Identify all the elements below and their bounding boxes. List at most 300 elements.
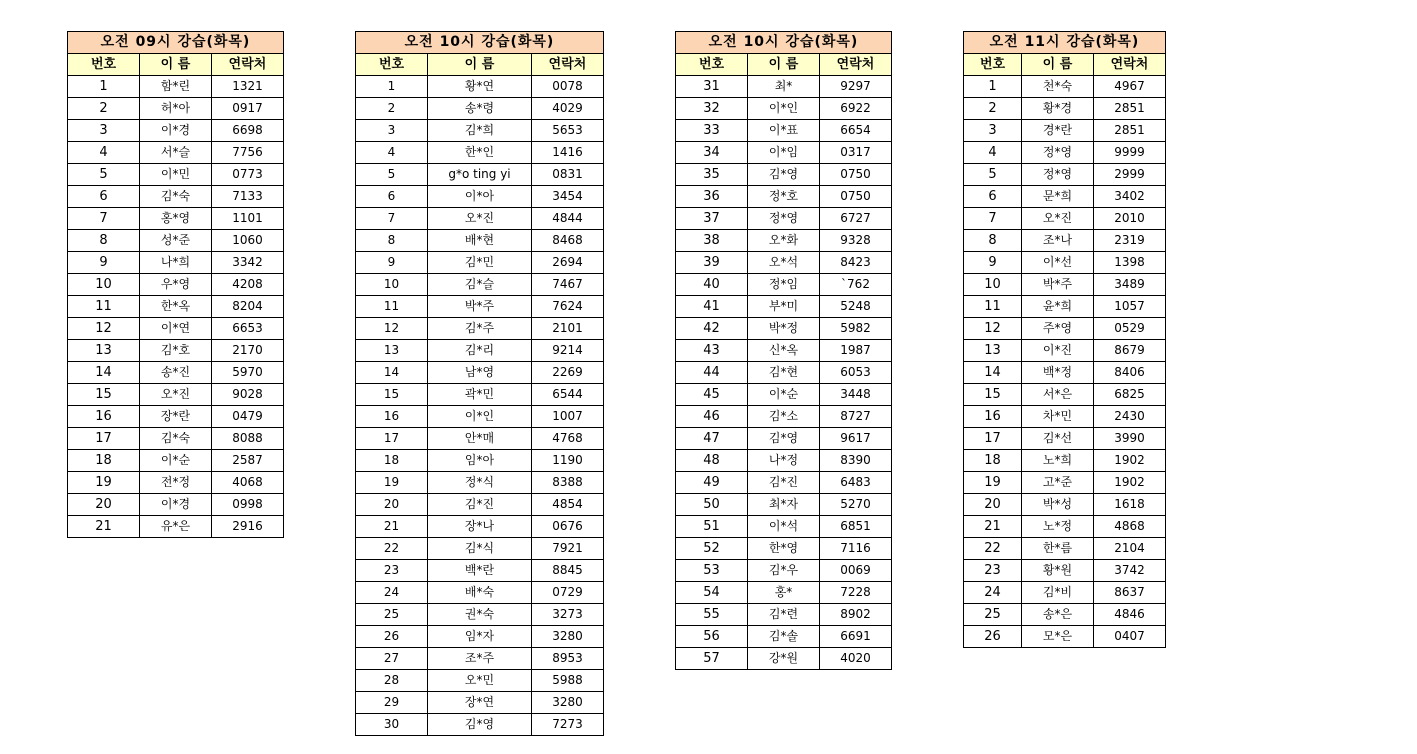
cell-number: 21 <box>356 516 428 538</box>
cell-number: 13 <box>964 340 1022 362</box>
cell-name: 백*란 <box>428 560 532 582</box>
cell-contact: 4868 <box>1094 516 1166 538</box>
table-row <box>356 538 604 560</box>
cell-number: 1 <box>68 76 140 98</box>
cell-number: 14 <box>68 362 140 384</box>
cell-name: 김*슬 <box>428 274 532 296</box>
cell-number: 37 <box>676 208 748 230</box>
table-row <box>964 604 1166 626</box>
cell-name: 박*주 <box>428 296 532 318</box>
cell-name: 이*인 <box>428 406 532 428</box>
cell-number: 31 <box>676 76 748 98</box>
cell-name: 우*영 <box>140 274 212 296</box>
cell-contact: 8204 <box>212 296 284 318</box>
cell-contact: 1902 <box>1094 450 1166 472</box>
schedule-table-1000-a <box>355 31 604 736</box>
cell-name: 차*민 <box>1022 406 1094 428</box>
header-name: 이 름 <box>748 54 820 76</box>
table-row <box>676 604 892 626</box>
table-row <box>676 230 892 252</box>
cell-number: 11 <box>68 296 140 318</box>
table-row <box>356 604 604 626</box>
cell-number: 42 <box>676 318 748 340</box>
table-row <box>68 340 284 362</box>
cell-name: 이*표 <box>748 120 820 142</box>
table-row <box>356 450 604 472</box>
table-row <box>676 142 892 164</box>
cell-contact: 6691 <box>820 626 892 648</box>
cell-contact: 6698 <box>212 120 284 142</box>
cell-name: 윤*희 <box>1022 296 1094 318</box>
table-row <box>676 208 892 230</box>
cell-number: 8 <box>68 230 140 252</box>
cell-number: 35 <box>676 164 748 186</box>
cell-contact: 8406 <box>1094 362 1166 384</box>
cell-number: 6 <box>68 186 140 208</box>
cell-contact: 1321 <box>212 76 284 98</box>
cell-contact: 0729 <box>532 582 604 604</box>
header-number: 번호 <box>68 54 140 76</box>
cell-contact: 8845 <box>532 560 604 582</box>
table-title-row <box>964 32 1166 54</box>
table-row <box>964 164 1166 186</box>
table-row <box>68 164 284 186</box>
table-row <box>68 406 284 428</box>
cell-name: 박*주 <box>1022 274 1094 296</box>
cell-contact: 8637 <box>1094 582 1166 604</box>
header-contact: 연락처 <box>1094 54 1166 76</box>
cell-name: 함*린 <box>140 76 212 98</box>
table-row <box>676 648 892 670</box>
cell-name: 오*진 <box>1022 208 1094 230</box>
cell-name: 전*정 <box>140 472 212 494</box>
cell-name: 배*현 <box>428 230 532 252</box>
table-row <box>356 560 604 582</box>
cell-number: 28 <box>356 670 428 692</box>
cell-number: 23 <box>356 560 428 582</box>
table-row <box>964 626 1166 648</box>
cell-contact: 2104 <box>1094 538 1166 560</box>
table-row <box>964 120 1166 142</box>
table-row <box>964 318 1166 340</box>
cell-contact: 0773 <box>212 164 284 186</box>
cell-number: 47 <box>676 428 748 450</box>
cell-contact: 3742 <box>1094 560 1166 582</box>
cell-number: 15 <box>356 384 428 406</box>
cell-name: 오*진 <box>428 208 532 230</box>
table-row <box>356 230 604 252</box>
cell-number: 21 <box>68 516 140 538</box>
cell-number: 13 <box>68 340 140 362</box>
cell-contact: 4020 <box>820 648 892 670</box>
cell-contact: 9028 <box>212 384 284 406</box>
cell-name: 송*은 <box>1022 604 1094 626</box>
cell-number: 10 <box>356 274 428 296</box>
cell-number: 1 <box>356 76 428 98</box>
cell-name: 조*주 <box>428 648 532 670</box>
cell-number: 14 <box>964 362 1022 384</box>
cell-contact: 6544 <box>532 384 604 406</box>
cell-contact: 7467 <box>532 274 604 296</box>
cell-name: 김*영 <box>748 428 820 450</box>
cell-number: 36 <box>676 186 748 208</box>
cell-name: 경*란 <box>1022 120 1094 142</box>
cell-number: 8 <box>356 230 428 252</box>
cell-number: 2 <box>356 98 428 120</box>
cell-contact: 8388 <box>532 472 604 494</box>
table-title: 오전 11시 강습(화목) <box>964 32 1166 54</box>
cell-contact: 7116 <box>820 538 892 560</box>
cell-name: 이*아 <box>428 186 532 208</box>
table-row <box>676 560 892 582</box>
table-row <box>356 340 604 362</box>
cell-name: 한*름 <box>1022 538 1094 560</box>
cell-contact: 8953 <box>532 648 604 670</box>
cell-contact: 4768 <box>532 428 604 450</box>
header-number: 번호 <box>676 54 748 76</box>
cell-name: 모*은 <box>1022 626 1094 648</box>
cell-name: 김*우 <box>748 560 820 582</box>
cell-contact: 7921 <box>532 538 604 560</box>
cell-name: 백*정 <box>1022 362 1094 384</box>
cell-name: 안*매 <box>428 428 532 450</box>
table-row <box>676 340 892 362</box>
cell-name: 이*임 <box>748 142 820 164</box>
cell-number: 30 <box>356 714 428 736</box>
table-row <box>356 648 604 670</box>
table-title: 오전 10시 강습(화목) <box>356 32 604 54</box>
cell-number: 12 <box>356 318 428 340</box>
cell-number: 9 <box>356 252 428 274</box>
cell-number: 20 <box>964 494 1022 516</box>
table-row <box>356 714 604 736</box>
cell-number: 2 <box>68 98 140 120</box>
table-row <box>68 98 284 120</box>
schedule-table-1100 <box>963 31 1166 648</box>
cell-contact: 7133 <box>212 186 284 208</box>
cell-contact: 1101 <box>212 208 284 230</box>
table-row <box>68 384 284 406</box>
cell-name: 이*석 <box>748 516 820 538</box>
cell-number: 17 <box>356 428 428 450</box>
table-row <box>964 186 1166 208</box>
cell-contact: 2170 <box>212 340 284 362</box>
table-row <box>68 494 284 516</box>
table-row <box>676 120 892 142</box>
table-row <box>676 362 892 384</box>
cell-name: 김*선 <box>1022 428 1094 450</box>
cell-contact: 0529 <box>1094 318 1166 340</box>
table-row <box>964 98 1166 120</box>
cell-number: 53 <box>676 560 748 582</box>
table-row <box>356 252 604 274</box>
table-row <box>356 428 604 450</box>
cell-name: 김*주 <box>428 318 532 340</box>
table-row <box>676 296 892 318</box>
cell-name: 정*영 <box>748 208 820 230</box>
table-row <box>964 384 1166 406</box>
table-row <box>676 406 892 428</box>
cell-contact: 2101 <box>532 318 604 340</box>
cell-name: 유*은 <box>140 516 212 538</box>
cell-contact: 8423 <box>820 252 892 274</box>
table-row <box>68 230 284 252</box>
cell-number: 38 <box>676 230 748 252</box>
cell-number: 16 <box>356 406 428 428</box>
cell-contact: 2999 <box>1094 164 1166 186</box>
table-row <box>676 582 892 604</box>
table-row <box>356 472 604 494</box>
table-row <box>356 406 604 428</box>
cell-number: 19 <box>68 472 140 494</box>
cell-contact: 0750 <box>820 186 892 208</box>
table-row <box>68 472 284 494</box>
header-name: 이 름 <box>428 54 532 76</box>
table-row <box>676 318 892 340</box>
cell-number: 21 <box>964 516 1022 538</box>
table-header-row <box>964 54 1166 76</box>
cell-contact: 5653 <box>532 120 604 142</box>
table-row <box>356 208 604 230</box>
table-row <box>356 296 604 318</box>
cell-contact: 6653 <box>212 318 284 340</box>
cell-name: 장*란 <box>140 406 212 428</box>
cell-number: 20 <box>356 494 428 516</box>
cell-name: 김*희 <box>428 120 532 142</box>
cell-name: 김*민 <box>428 252 532 274</box>
table-row <box>356 142 604 164</box>
table-row <box>964 296 1166 318</box>
cell-number: 14 <box>356 362 428 384</box>
cell-name: 최* <box>748 76 820 98</box>
cell-contact: 0317 <box>820 142 892 164</box>
table-row <box>356 76 604 98</box>
cell-contact: 2319 <box>1094 230 1166 252</box>
cell-contact: 0069 <box>820 560 892 582</box>
cell-number: 16 <box>68 406 140 428</box>
cell-name: 이*경 <box>140 120 212 142</box>
cell-contact: 3990 <box>1094 428 1166 450</box>
cell-number: 18 <box>964 450 1022 472</box>
table-row <box>68 450 284 472</box>
cell-name: 서*슬 <box>140 142 212 164</box>
table-row <box>356 626 604 648</box>
table-header-row <box>676 54 892 76</box>
cell-contact: 2851 <box>1094 98 1166 120</box>
table-row <box>676 274 892 296</box>
table-row <box>356 494 604 516</box>
table-row <box>676 76 892 98</box>
table-title: 오전 09시 강습(화목) <box>68 32 284 54</box>
cell-name: 이*경 <box>140 494 212 516</box>
table-row <box>964 494 1166 516</box>
cell-number: 9 <box>964 252 1022 274</box>
cell-number: 6 <box>964 186 1022 208</box>
table-row <box>356 164 604 186</box>
cell-name: 김*리 <box>428 340 532 362</box>
cell-number: 27 <box>356 648 428 670</box>
cell-name: 박*정 <box>748 318 820 340</box>
cell-contact: 3273 <box>532 604 604 626</box>
cell-name: 이*선 <box>1022 252 1094 274</box>
cell-name: 곽*민 <box>428 384 532 406</box>
cell-name: 한*옥 <box>140 296 212 318</box>
cell-name: 황*원 <box>1022 560 1094 582</box>
table-row <box>676 516 892 538</box>
table-row <box>676 626 892 648</box>
cell-name: 고*준 <box>1022 472 1094 494</box>
cell-number: 17 <box>964 428 1022 450</box>
cell-contact: 4967 <box>1094 76 1166 98</box>
cell-number: 5 <box>964 164 1022 186</box>
cell-name: 배*숙 <box>428 582 532 604</box>
cell-name: 이*진 <box>1022 340 1094 362</box>
cell-number: 24 <box>356 582 428 604</box>
cell-contact: 9214 <box>532 340 604 362</box>
table-title: 오전 10시 강습(화목) <box>676 32 892 54</box>
table-row <box>964 230 1166 252</box>
cell-name: 성*준 <box>140 230 212 252</box>
cell-contact: 3448 <box>820 384 892 406</box>
table-row <box>68 252 284 274</box>
cell-number: 1 <box>964 76 1022 98</box>
cell-number: 41 <box>676 296 748 318</box>
cell-number: 7 <box>68 208 140 230</box>
cell-name: 김*숙 <box>140 186 212 208</box>
table-title-row <box>356 32 604 54</box>
cell-contact: 6825 <box>1094 384 1166 406</box>
schedule-table-0900 <box>67 31 284 538</box>
cell-contact: 3280 <box>532 626 604 648</box>
table-row <box>356 274 604 296</box>
cell-name: 김*진 <box>748 472 820 494</box>
table-row <box>68 296 284 318</box>
cell-contact: 3454 <box>532 186 604 208</box>
cell-name: 강*원 <box>748 648 820 670</box>
table-row <box>964 582 1166 604</box>
cell-name: 임*아 <box>428 450 532 472</box>
cell-number: 29 <box>356 692 428 714</box>
table-row <box>356 362 604 384</box>
cell-contact: 0479 <box>212 406 284 428</box>
table-row <box>964 560 1166 582</box>
cell-number: 3 <box>356 120 428 142</box>
cell-contact: 1618 <box>1094 494 1166 516</box>
table-row <box>964 76 1166 98</box>
cell-name: 홍*영 <box>140 208 212 230</box>
header-contact: 연락처 <box>532 54 604 76</box>
cell-contact: 8088 <box>212 428 284 450</box>
cell-name: 장*나 <box>428 516 532 538</box>
cell-contact: 1007 <box>532 406 604 428</box>
header-contact: 연락처 <box>212 54 284 76</box>
table-row <box>964 252 1166 274</box>
cell-contact: 4854 <box>532 494 604 516</box>
cell-contact: 8390 <box>820 450 892 472</box>
cell-number: 13 <box>356 340 428 362</box>
table-row <box>964 208 1166 230</box>
cell-contact: 7624 <box>532 296 604 318</box>
cell-name: 신*옥 <box>748 340 820 362</box>
cell-name: 김*소 <box>748 406 820 428</box>
table-row <box>964 516 1166 538</box>
cell-contact: 4844 <box>532 208 604 230</box>
cell-contact: 9297 <box>820 76 892 98</box>
table-title-row <box>68 32 284 54</box>
cell-name: 황*경 <box>1022 98 1094 120</box>
table-row <box>964 450 1166 472</box>
cell-number: 39 <box>676 252 748 274</box>
table-title-row <box>676 32 892 54</box>
cell-name: 김*비 <box>1022 582 1094 604</box>
cell-name: 김*영 <box>748 164 820 186</box>
cell-number: 4 <box>68 142 140 164</box>
cell-number: 49 <box>676 472 748 494</box>
header-contact: 연락처 <box>820 54 892 76</box>
cell-number: 8 <box>964 230 1022 252</box>
cell-number: 46 <box>676 406 748 428</box>
cell-name: 서*은 <box>1022 384 1094 406</box>
cell-name: 김*련 <box>748 604 820 626</box>
cell-contact: 2916 <box>212 516 284 538</box>
cell-number: 5 <box>68 164 140 186</box>
cell-contact: 6922 <box>820 98 892 120</box>
table-row <box>68 76 284 98</box>
cell-contact: 8468 <box>532 230 604 252</box>
cell-number: 6 <box>356 186 428 208</box>
cell-number: 32 <box>676 98 748 120</box>
cell-contact: 8679 <box>1094 340 1166 362</box>
cell-name: 정*영 <box>1022 142 1094 164</box>
cell-name: 이*연 <box>140 318 212 340</box>
cell-contact: 5982 <box>820 318 892 340</box>
cell-name: 정*영 <box>1022 164 1094 186</box>
table-row <box>964 538 1166 560</box>
table-row <box>676 186 892 208</box>
cell-number: 5 <box>356 164 428 186</box>
cell-name: 노*정 <box>1022 516 1094 538</box>
cell-contact: 1060 <box>212 230 284 252</box>
cell-number: 26 <box>964 626 1022 648</box>
cell-number: 16 <box>964 406 1022 428</box>
cell-name: 황*연 <box>428 76 532 98</box>
cell-name: g*o ting yi <box>428 164 532 186</box>
cell-contact: 0831 <box>532 164 604 186</box>
schedule-table-1000-b <box>675 31 892 670</box>
cell-contact: 1987 <box>820 340 892 362</box>
cell-number: 12 <box>964 318 1022 340</box>
cell-number: 26 <box>356 626 428 648</box>
cell-name: 권*숙 <box>428 604 532 626</box>
table-row <box>964 406 1166 428</box>
cell-number: 34 <box>676 142 748 164</box>
cell-number: 20 <box>68 494 140 516</box>
table-row <box>356 670 604 692</box>
cell-number: 3 <box>964 120 1022 142</box>
cell-name: 부*미 <box>748 296 820 318</box>
cell-contact: `762 <box>820 274 892 296</box>
table-row <box>964 340 1166 362</box>
cell-number: 25 <box>356 604 428 626</box>
table-row <box>356 98 604 120</box>
cell-contact: 1902 <box>1094 472 1166 494</box>
cell-contact: 7273 <box>532 714 604 736</box>
table-row <box>356 384 604 406</box>
table-row <box>356 120 604 142</box>
table-row <box>68 120 284 142</box>
cell-name: 한*인 <box>428 142 532 164</box>
cell-contact: 8727 <box>820 406 892 428</box>
